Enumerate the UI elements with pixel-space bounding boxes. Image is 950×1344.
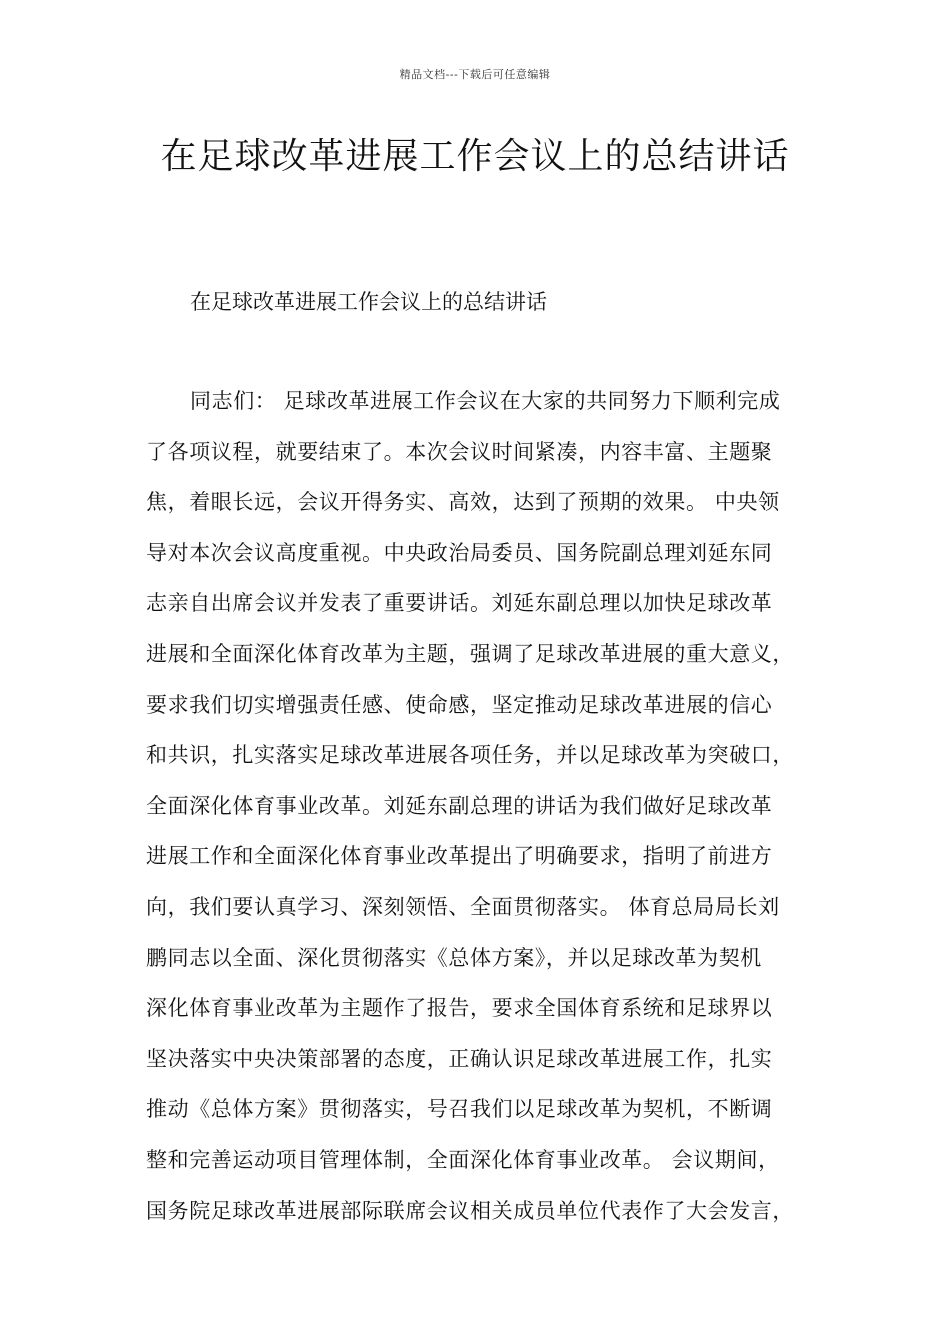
body-line: 鹏同志以全面、深化贯彻落实《总体方案》，并以足球改革为契机 bbox=[146, 945, 762, 970]
body-line: 导对本次会议高度重视。中央政治局委员、国务院副总理刘延东同 bbox=[146, 540, 773, 565]
body-line: 志亲自出席会议并发表了重要讲话。刘延东副总理以加快足球改革 bbox=[146, 591, 773, 616]
body-line: 了各项议程，就要结束了。本次会议时间紧凑，内容丰富、主题聚 bbox=[146, 439, 773, 464]
body-line: 全面深化体育事业改革。刘延东副总理的讲话为我们做好足球改革 bbox=[146, 793, 773, 818]
body-line: 要求我们切实增强责任感、使命感，坚定推动足球改革进展的信心 bbox=[146, 692, 773, 717]
body-line: 进展和全面深化体育改革为主题，强调了足球改革进展的重大意义， bbox=[146, 641, 794, 666]
body-line: 和共识，扎实落实足球改革进展各项任务，并以足球改革为突破口， bbox=[146, 743, 794, 768]
body-line: 焦，着眼长远，会议开得务实、高效，达到了预期的效果。 中央领 bbox=[146, 490, 780, 515]
body-line: 向，我们要认真学习、深刻领悟、全面贯彻落实。 体育总局局长刘 bbox=[146, 894, 780, 919]
body-line: 深化体育事业改革为主题作了报告，要求全国体育系统和足球界以 bbox=[146, 996, 773, 1021]
body-text bbox=[146, 384, 826, 1244]
document-subtitle: 在足球改革进展工作会议上的总结讲话 bbox=[190, 290, 547, 314]
body-line: 同志们： 足球改革进展工作会议在大家的共同努力下顺利完成 bbox=[190, 389, 781, 413]
body-line: 国务院足球改革进展部际联席会议相关成员单位代表作了大会发言， bbox=[146, 1198, 794, 1223]
body-line: 推动《总体方案》贯彻落实，号召我们以足球改革为契机，不断调 bbox=[146, 1097, 773, 1122]
body-line: 进展工作和全面深化体育事业改革提出了明确要求，指明了前进方 bbox=[146, 844, 773, 869]
document-title: 在足球改革进展工作会议上的总结讲话 bbox=[160, 136, 790, 177]
header-note: 精品文档---下载后可任意编辑 bbox=[399, 68, 551, 81]
body-line: 坚决落实中央决策部署的态度，正确认识足球改革进展工作，扎实 bbox=[146, 1046, 773, 1071]
body-line: 整和完善运动项目管理体制，全面深化体育事业改革。 会议期间， bbox=[146, 1147, 780, 1172]
